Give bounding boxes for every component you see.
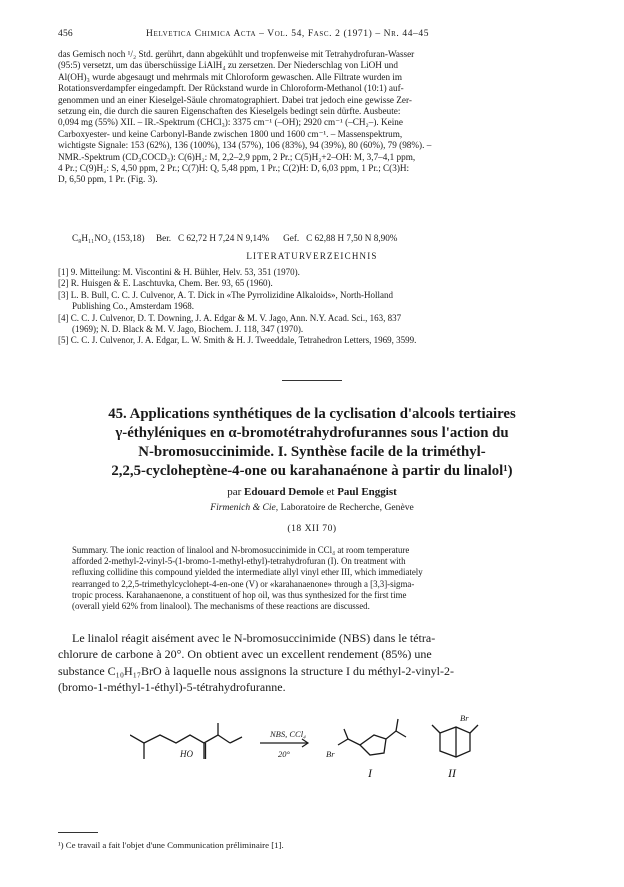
reference-item: [5] C. C. J. Culvenor, J. A. Edgar, L. W. Smith & H. J. Tweeddale, Tetrahedron Letters, 1969, 3599. [58, 335, 417, 346]
summary-line: refluxing collidine this compound yielded the intermediate allyl vinyl ether III, which immediately [72, 567, 423, 578]
summary-line: rearranged to 2,2,5-trimethylcyclohept-4-en-one (V) or «karahanaenone» through a [3,3]-sigma- [72, 578, 415, 589]
reference-continuation: (1969); N. D. Black & M. V. Jago, Biochem. J. 118, 347 (1970). [72, 324, 304, 335]
text-line: das Gemisch noch ¹/₂ Std. gerührt, dann abgekühlt und tropfenweise mit Tetrahydrofuran-Wasser [58, 49, 415, 59]
text-line: Carboxyester- und keine Carbonyl-Bande zwischen 1800 und 1600 cm⁻¹. – Massenspektrum, [58, 128, 403, 139]
ho-label: HO [180, 749, 193, 759]
references-heading: LITERATURVERZEICHNIS [246, 251, 378, 261]
summary-line: (overall yield 62% from linalool). The mechanisms of these reactions are discussed. [72, 601, 370, 612]
journal-title: Helvetica Chimica Acta – Vol. 54, Fasc. 2 (1971) – Nr. 44–45 [146, 29, 430, 39]
reference-list [58, 267, 558, 347]
bromine-label: Br [460, 715, 469, 723]
reference-item: [1] 9. Mitteilung: M. Viscontini & H. Bühler, Helv. 53, 351 (1970). [58, 267, 300, 277]
author-name: Edouard Demole [243, 486, 324, 498]
bromine-label: Br [326, 749, 335, 759]
compound-i-label: I [368, 766, 372, 780]
title-line: N-bromosuccinimide. I. Synthèse facile de la triméthyl- [138, 444, 486, 460]
summary-line: afforded 2-methyl-2-vinyl-5-(1-bromo-1-methyl-ethyl)-tetrahydrofuran (I). On treatment with [72, 556, 406, 567]
main-line: substance C₁₀H₁₇BrO à laquelle nous assignons la structure I du méthyl-2-vinyl-2- [58, 663, 454, 678]
continuation-paragraph [58, 49, 554, 186]
temperature-label: 20° [278, 749, 290, 759]
text-line: wichtigste Signale: 153 (62%), 136 (100%), 134 (57%), 106 (83%), 94 (39%), 80 (60%), 79 (98%). – [58, 140, 432, 151]
author-line [0, 486, 624, 498]
summary-line: tropic process. Karahanaenone, a constituent of hop oil, was thus synthesized for the first time [72, 589, 407, 600]
compound-i-structure [338, 719, 406, 755]
compound-ii-label: II [448, 766, 456, 780]
title-line: γ-éthyléniques en α-bromotétrahydrofurannes sous l'action du [115, 425, 509, 441]
authors-conjunction: et [326, 486, 335, 498]
title-line: 2,2,5-cycloheptène-4-one ou karahanaénone à partir du linalol¹) [111, 463, 513, 479]
article-title [40, 405, 584, 481]
reference-continuation: Publishing Co., Amsterdam 1968. [72, 301, 195, 312]
affiliation-lab: Laboratoire de Recherche, Genève [280, 502, 414, 513]
calculated-values: C 62,72 H 7,24 N 9,14% [177, 233, 270, 243]
affiliation-firm: Firmenich & Cie, [210, 502, 279, 513]
section-divider [282, 380, 342, 381]
reference-item: [2] R. Huisgen & E. Laschtuvka, Chem. Ber. 93, 65 (1960). [58, 278, 273, 289]
reference-item: [4] C. C. J. Culvenor, D. T. Downing, J. A. Edgar & M. V. Jago, Ann. N.Y. Acad. Sci., 163, 837 [58, 312, 402, 323]
main-line: Le linalol réagit aisément avec le N-bromosuccinimide (NBS) dans le tétra- [72, 631, 436, 645]
text-line: setzung ein, die durch die sauren Eigenschaften des Kieselgels bedingt sein dürfte. Ausbeute: [58, 106, 401, 117]
elemental-analysis [72, 233, 397, 243]
footnote: ¹) Ce travail a fait l'objet d'une Communication préliminaire [1]. [58, 840, 284, 850]
main-paragraph [58, 630, 554, 696]
author-name: Paul Enggist [337, 486, 397, 498]
text-line: (95:5) versetzt, um das überschüssige LiAlH₄ zu zersetzen. Der Niederschlag von LiOH und [58, 60, 398, 71]
text-line: 4 Pr.; C(9)H₂: S, 4,50 ppm, 2 Pr.; C(7)H: Q, 5,48 ppm, 1 Pr.; C(2)H: D, 6,03 ppm, 1 Pr.; C(3)H: [58, 163, 410, 174]
molecular-formula: C₈H₁₁NO₂ (153,18) [72, 233, 145, 243]
authors-prefix: par [227, 486, 242, 498]
text-line: Al(OH)₃ wurde abgesaugt und mehrmals mit Chloroform gewaschen. Alle Filtrate wurden im [58, 71, 403, 82]
calculated-label: Ber. [156, 233, 172, 243]
text-line: 0,094 mg (55%) XII. – IR.-Spektrum (CHCl₃): 3375 cm⁻¹ (–OH); 2920 cm⁻¹ (–CH₂–). Keine [58, 117, 403, 128]
received-date: (18 XII 70) [287, 523, 337, 534]
title-line: 45. Applications synthétiques de la cyclisation d'alcools tertiaires [108, 406, 516, 422]
found-values: C 62,88 H 7,50 N 8,90% [306, 233, 398, 243]
found-label: Gef. [283, 233, 300, 243]
reaction-arrow [260, 739, 308, 747]
text-line: Rotationsverdampfer eingedampft. Der Rückstand wurde in Chloroform-Methanol (10:1) auf- [58, 83, 404, 94]
reagent-label: NBS, CCl₄ [270, 729, 307, 739]
affiliation [0, 502, 624, 513]
text-line: NMR.-Spektrum (CD₃COCD₃): C(6)H₂: M, 2,2–2,9 ppm, 2 Pr.; C(5)H₂+2–OH: M, 3,7–4,1 ppm, [58, 151, 416, 162]
text-line: D, 6,50 ppm, 1 Pr. (Fig. 3). [58, 174, 158, 185]
page-number: 456 [58, 29, 73, 39]
summary-line: Summary. The ionic reaction of linalool and N-bromosuccinimide in CCl₄ at room temperature [72, 545, 410, 555]
main-line: (bromo-1-méthyl-1-éthyl)-5-tétrahydrofuranne. [58, 680, 286, 695]
footnote-divider [58, 832, 98, 833]
main-line: chlorure de carbone à 20°. On obtient avec un excellent rendement (85%) une [58, 647, 432, 662]
reaction-scheme [130, 715, 530, 780]
text-line: genommen und an einer Kieselgel-Säule chromatographiert. Dabei trat jedoch eine gewisse Zer- [58, 94, 412, 105]
reference-item: [3] L. B. Bull, C. C. J. Culvenor, A. T. Dick in «The Pyrrolizidine Alkaloids», North-Holland [58, 289, 394, 300]
summary-paragraph [72, 545, 554, 612]
compound-ii-structure [432, 725, 478, 757]
